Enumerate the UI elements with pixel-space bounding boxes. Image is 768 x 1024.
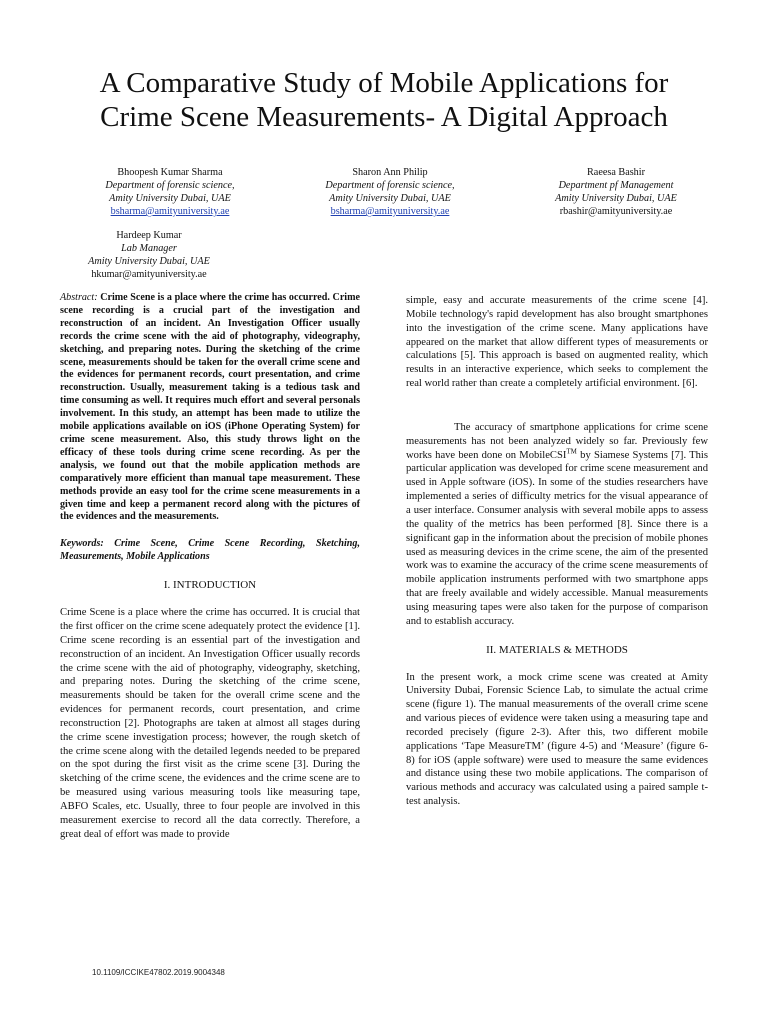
right-column [406,294,708,809]
author-email-link[interactable]: bsharma@amityuniversity.ae [110,206,230,217]
author-block-3 [526,166,706,218]
abstract-label: Abstract: [60,292,98,303]
author-name: Hardeep Kumar [116,230,182,241]
author-email: rbashir@amityuniversity.ae [559,206,673,217]
author-institution: Amity University Dubai, UAE [329,193,451,204]
right-paragraph-1: simple, easy and accurate measurements of the crime scene [4]. Mobile technology's rapid development has also brought smartphones into the investigation of the crime scene. Many applications have appeared on the market that allow different types of measurements or calculations [5]. This approach is based on augmented reality, which results in an interactive experience, which seeks to complement the real world rather than create a completely artificial environment. [6]. [406,295,708,390]
author-affiliation: Department of forensic science, [105,180,235,191]
paragraph-2-text-b: by Siamese Systems [7]. This particular application was developed for crime scene measurement and used in Apple software (iOS). In some of the studies researchers have implemented a series of difficulty metrics for the visual appearance of a user interface. Consumer analysis with several mobile apps to assess the quality of the metrics has been performed [8]. Since there is a significant gap in the information about the precision of mobile phones used as measuring devices in the crime scene, the aim of the presented work was to examine the accuracy of the crime scene measurements of mobile application instruments performed with two smartphone apps that are freely available and widely accessible. Manual measurements using measuring tapes were also taken for the purpose of comparison and to establish accuracy. [406,449,709,627]
left-column [60,292,360,841]
title-line-2: Crime Scene Measurements- A Digital Approach [100,101,668,133]
author-affiliation: Department pf Management [558,180,674,191]
right-paragraph-2 [406,421,708,629]
keywords: Keywords: Crime Scene, Crime Scene Recording, Sketching, Measurements, Mobile Applications [60,538,360,563]
author-institution: Amity University Dubai, UAE [88,256,210,267]
paragraph-2-text-a: The accuracy of smartphone applications for crime scene measurements has not been analyzed widely so far. Previously few works have been done on MobileCSI [406,421,708,461]
author-block-4 [64,229,234,281]
author-block-1 [80,166,260,218]
author-name: Raeesa Bashir [587,167,645,178]
section-heading-materials-methods: II. MATERIALS & METHODS [486,643,628,656]
trademark-superscript: TM [566,447,577,456]
paper-title [40,66,728,134]
author-affiliation: Lab Manager [121,243,177,254]
title-line-1: A Comparative Study of Mobile Applications for [99,67,669,99]
author-email: hkumar@amityuniversity.ae [91,269,207,280]
author-institution: Amity University Dubai, UAE [555,193,677,204]
author-name: Bhoopesh Kumar Sharma [117,167,223,178]
author-block-2 [300,166,480,218]
right-paragraph-3: In the present work, a mock crime scene was created at Amity University Dubai, Forensic Science Lab, to simulate the actual crime scene (figure 1). The manual measurements of the overall crime scene and various pieces of evidence were taken using a measuring tape and recorded precisely (figure 2-3). After this, two different mobile applications ‘Tape MeasureTM’ (figure 4-5) and ‘Measure’ (figure 6-8) for iOS (apple software) were used to measure the same evidences and distance using these two mobile applications. The comparison of various methods and accuracy was calculated using a paired sample t-test analysis. [406,671,708,808]
author-email-link[interactable]: bsharma@amityuniversity.ae [330,206,450,217]
author-affiliation: Department of forensic science, [325,180,455,191]
author-name: Sharon Ann Philip [352,167,428,178]
author-institution: Amity University Dubai, UAE [109,193,231,204]
abstract [60,292,360,524]
doi-footer: 10.1109/ICCIKE47802.2019.9004348 [92,968,225,977]
section-heading-introduction: I. INTRODUCTION [163,579,257,592]
abstract-text: Crime Scene is a place where the crime has occurred. Crime scene recording is a crucial part of the investigation and reconstruction of an incident. An Investigation Officer usually records the crime scene with the aid of photography, videography, sketching, and preparing notes. During the sketching of the crime scene, measurements should be taken for the overall crime scene and the evidences for permanent records, court presentation, and crime reconstruction. Usually, measurement taking is a tedious task and time consuming as well. It requires much effort and several personals involvement. In this study, an attempt has been made to utilize the mobile applications available on iOS (iPhone Operating System) for crime scene measurement. Also, this study throws light on the efficacy of these tools during crime scene recording. As per the analysis, we found out that the mobile application methods are comparatively more efficient than manual tape measurement. These methods provide an easy tool for the crime scene measurements in a given time and keep a permanent record along with the pictures of the evidences and the measurements. [60,292,361,523]
introduction-paragraph: Crime Scene is a place where the crime has occurred. It is crucial that the first officer on the crime scene adequately protect the evidence [1]. Crime scene recording is an essential part of the investigation and reconstruction of an incident. An Investigation Officer usually records the crime scene with the aid of photography, videography, sketching, and preparing notes. During the sketching of the crime scene, measurements should be taken for the overall crime scene and the evidences for permanent records, court presentation, and crime reconstruction [2]. Photographs are taken at almost all stages during the crime scene investigation process; however, the rough sketch of the crime scene along with the detailed legends needed to be prepared on the spot during the first visit as the crime scene [3]. During the sketching of the crime scene, the evidences and the crime scene are to be measured using various measuring tools like measuring tape, ABFO Scales, etc. Usually, three to four people are involved in this measurement exercise to record all the data correctly. Therefore, a great deal of effort was made to provide [60,607,360,840]
